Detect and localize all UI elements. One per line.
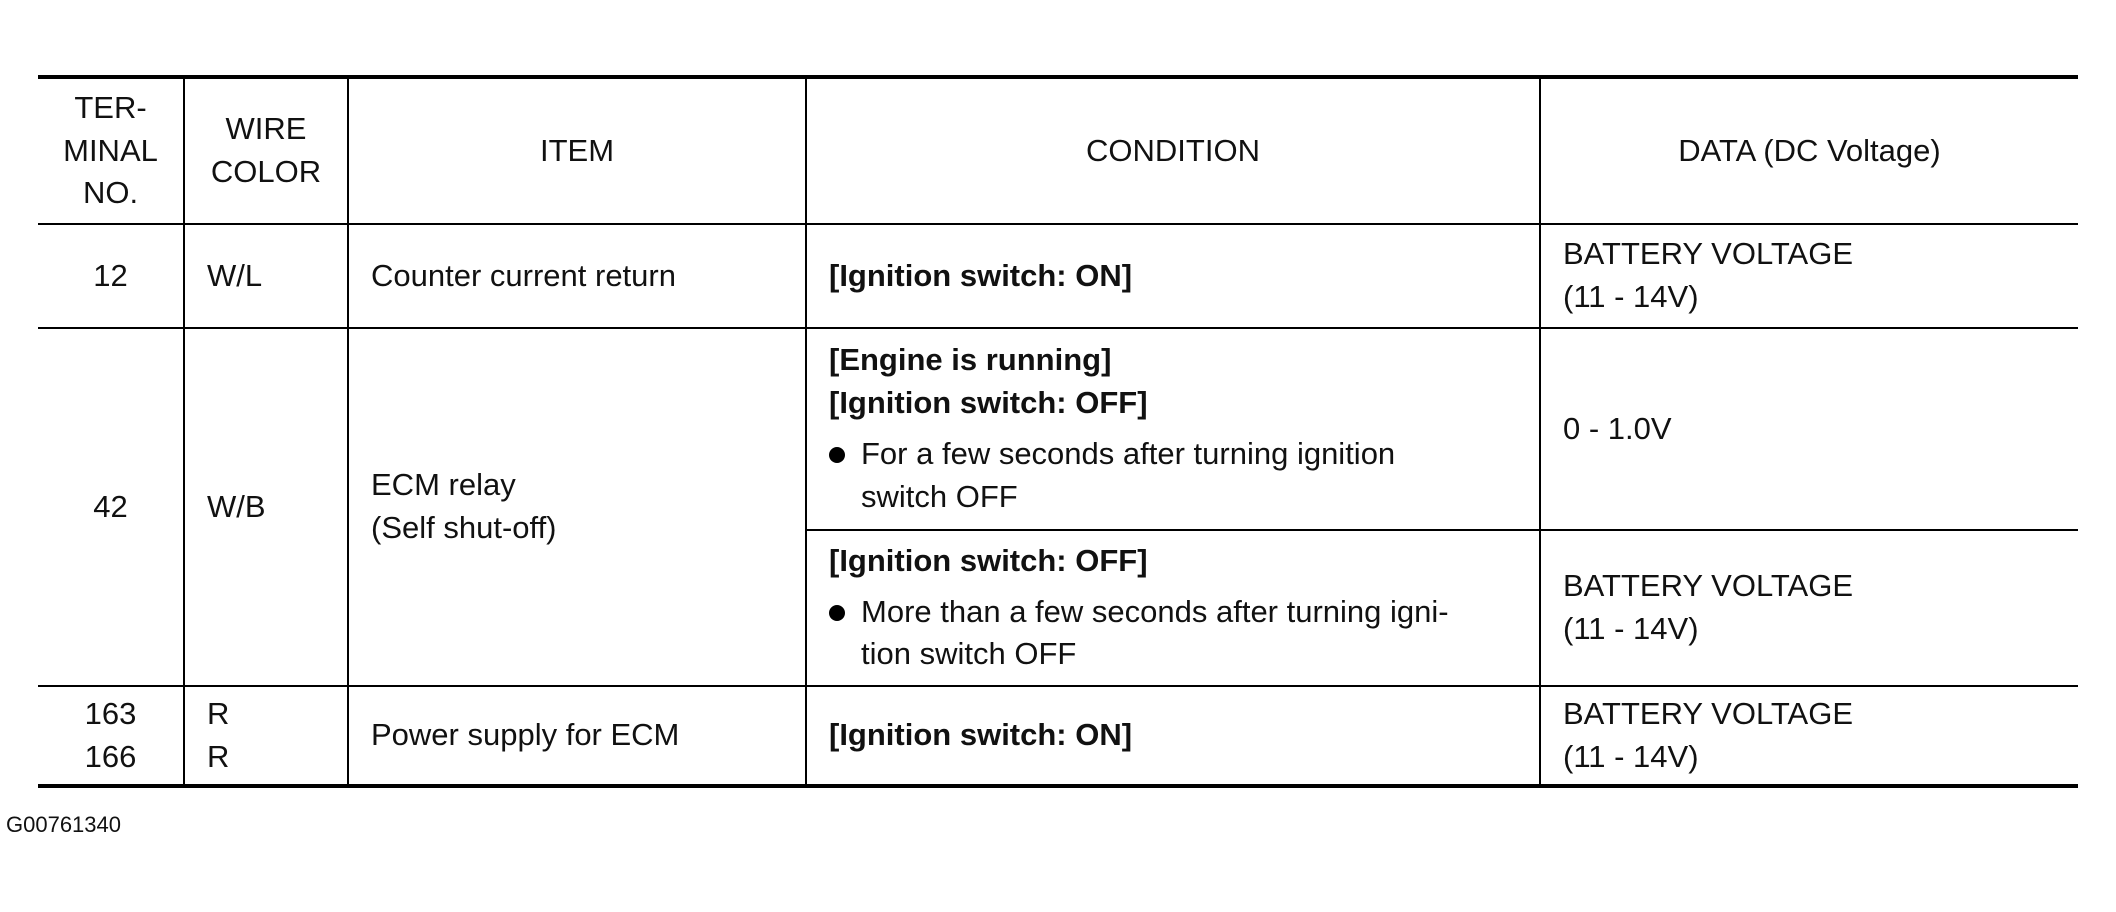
condition-bullet: More than a few seconds after turning igni- tion switch OFF — [829, 591, 1517, 677]
item-cell: Power supply for ECM — [348, 686, 806, 786]
header-item: ITEM — [348, 77, 806, 224]
terminal-cell: 12 — [38, 224, 184, 328]
condition-text: [Ignition switch: ON] — [829, 717, 1133, 753]
data-cell: BATTERY VOLTAGE (11 - 14V) — [1540, 686, 2078, 786]
wire-color-cell: R R — [184, 686, 348, 786]
bullet-icon — [829, 447, 845, 463]
condition-bullet: For a few seconds after turning ignition switch OFF — [829, 433, 1517, 519]
item-cell: ECM relay (Self shut-off) — [348, 328, 806, 686]
table-row — [38, 686, 2078, 786]
figure-id: G00761340 — [6, 812, 121, 837]
condition-text: [Ignition switch: ON] — [829, 257, 1133, 293]
table-row — [38, 224, 2078, 328]
data-cell: BATTERY VOLTAGE (11 - 14V) — [1540, 224, 2078, 328]
bullet-icon — [829, 605, 845, 621]
header-row — [38, 77, 2078, 224]
condition-cell: [Ignition switch: OFF] More than a few seconds after turning igni- tion switch OFF — [806, 530, 1540, 686]
condition-cell — [806, 224, 1540, 328]
wire-color-cell: W/B — [184, 328, 348, 686]
header-wire-color: WIRE COLOR — [184, 77, 348, 224]
condition-cell — [806, 686, 1540, 786]
header-terminal-no: TER- MINAL NO. — [38, 77, 184, 224]
condition-cell: [Engine is running] [Ignition switch: OFF] For a few seconds after turning ignition switch OFF — [806, 328, 1540, 530]
terminal-cell: 163 166 — [38, 686, 184, 786]
ecm-terminal-table — [38, 75, 2078, 788]
terminal-cell: 42 — [38, 328, 184, 686]
wire-color-cell: W/L — [184, 224, 348, 328]
item-cell: Counter current return — [348, 224, 806, 328]
header-data: DATA (DC Voltage) — [1540, 77, 2078, 224]
data-cell: 0 - 1.0V — [1540, 328, 2078, 530]
data-cell: BATTERY VOLTAGE (11 - 14V) — [1540, 530, 2078, 686]
table-row — [38, 328, 2078, 530]
header-condition: CONDITION — [806, 77, 1540, 224]
